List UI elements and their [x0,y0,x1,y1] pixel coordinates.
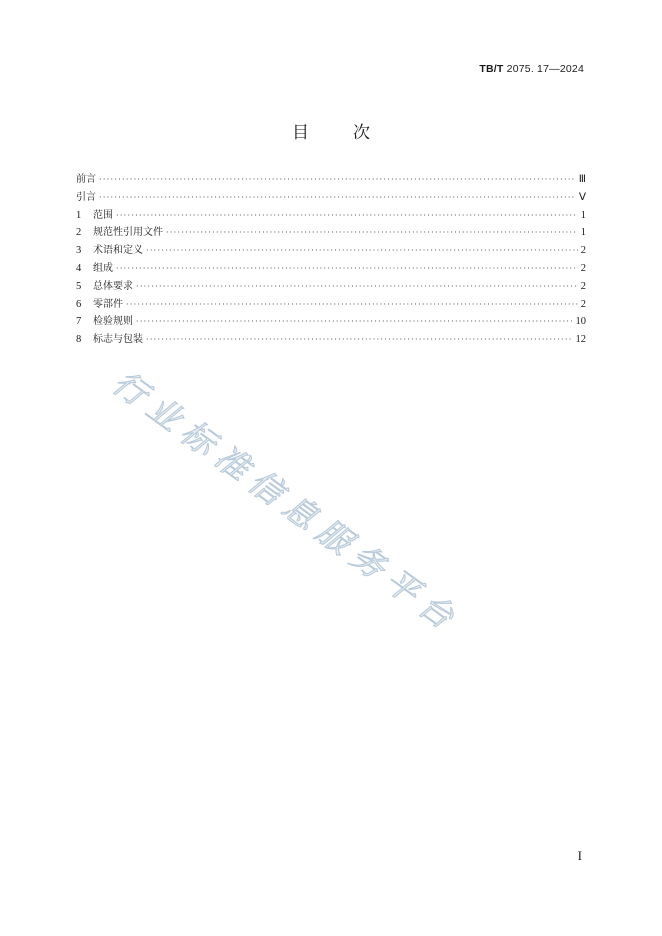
toc-entry-label: 范围 [93,209,113,221]
toc-entry-page: 2 [580,245,586,257]
toc-entry-1[interactable] [76,207,586,225]
toc-entry-label: 术语和定义 [93,245,143,257]
toc-entry-4[interactable] [76,260,586,278]
toc-entry-page: 1 [580,209,586,221]
toc-entry-2[interactable] [76,224,586,242]
table-of-contents [76,171,586,349]
toc-entry-number: 6 [76,298,82,310]
toc-entry-label: 标志与包装 [93,334,143,346]
toc-dot-leader [166,224,578,242]
toc-entry-page: 2 [580,262,586,274]
toc-dot-leader [136,313,573,331]
page-number: I [577,848,582,863]
toc-entry-8[interactable] [76,331,586,349]
toc-dot-leader [99,189,576,207]
document-code-number: 2075. 17—2024 [503,63,584,75]
toc-dot-leader [126,296,578,314]
page-title: 目次 [292,123,414,143]
toc-entry-label: 规范性引用文件 [93,227,163,239]
toc-entry-number: 8 [76,334,82,346]
toc-entry-foreword[interactable] [76,171,586,189]
toc-entry-number: 3 [76,245,82,257]
toc-entry-page: Ⅲ [578,174,586,185]
toc-entry-label: 前言 [76,174,96,185]
toc-entry-number: 4 [76,262,82,274]
toc-dot-leader [146,242,578,260]
watermark: 行业标准信息服务平台 [105,362,469,642]
toc-dot-leader [116,260,578,278]
toc-entry-number: 2 [76,227,82,239]
document-code [479,63,584,75]
toc-entry-label: 组成 [93,262,113,274]
toc-entry-page: 12 [575,334,586,346]
document-code-prefix: TB/T [479,63,504,75]
toc-entry-introduction[interactable] [76,189,586,207]
toc-entry-page: 10 [575,316,586,328]
toc-dot-leader [116,207,578,225]
toc-entry-5[interactable] [76,278,586,296]
toc-entry-6[interactable] [76,296,586,314]
toc-dot-leader [99,171,576,189]
toc-entry-page: 1 [580,227,586,239]
toc-entry-page: Ⅴ [578,191,586,203]
toc-entry-number: 5 [76,280,82,292]
toc-entry-label: 零部件 [93,298,123,310]
toc-dot-leader [136,278,578,296]
toc-entry-number: 1 [76,209,82,221]
toc-entry-label: 检验规则 [93,316,133,328]
toc-dot-leader [146,331,573,349]
toc-entry-label: 总体要求 [93,280,133,292]
toc-entry-3[interactable] [76,242,586,260]
toc-entry-page: 2 [580,298,586,310]
toc-entry-label: 引言 [76,191,96,203]
toc-entry-page: 2 [580,280,586,292]
toc-entry-7[interactable] [76,313,586,331]
toc-entry-number: 7 [76,316,82,328]
